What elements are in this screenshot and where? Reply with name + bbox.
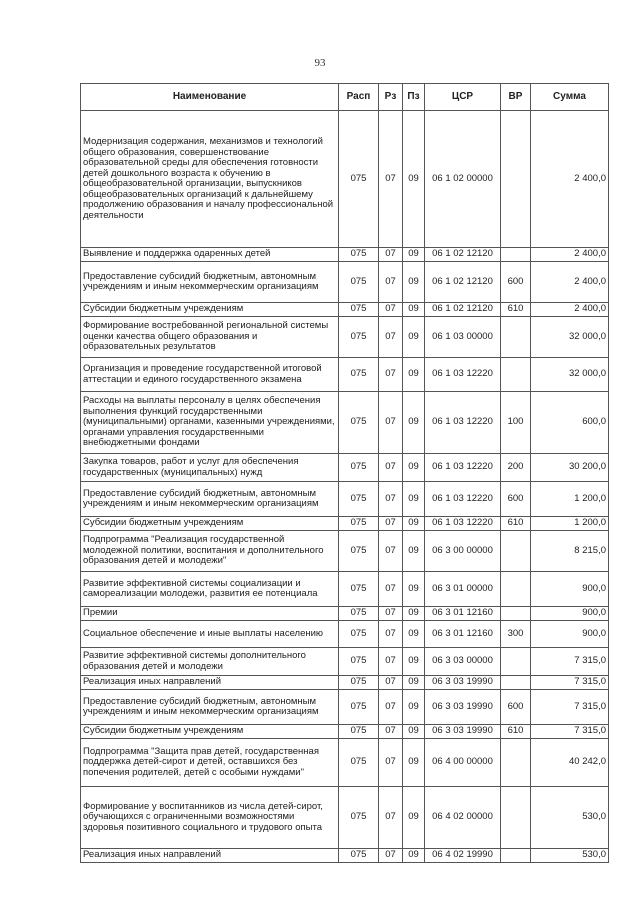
cell-name: Субсидии бюджетным учреждениям [81, 517, 339, 531]
cell-rasp: 075 [339, 358, 379, 392]
cell-rz: 07 [379, 690, 403, 725]
cell-csr: 06 1 03 12220 [425, 517, 501, 531]
cell-rz: 07 [379, 676, 403, 690]
cell-vr [501, 787, 531, 849]
cell-rz: 07 [379, 358, 403, 392]
cell-name: Субсидии бюджетным учреждениям [81, 303, 339, 317]
cell-rz: 07 [379, 248, 403, 262]
cell-name: Развитие эффективной системы дополнительного образования детей и молодежи [81, 648, 339, 676]
cell-vr: 300 [501, 621, 531, 648]
cell-csr: 06 3 01 00000 [425, 572, 501, 607]
cell-sum: 2 400,0 [531, 111, 609, 248]
cell-vr [501, 317, 531, 358]
table-row [81, 676, 609, 690]
header-pz: Пз [403, 84, 425, 111]
cell-csr: 06 1 03 12220 [425, 358, 501, 392]
table-body [81, 111, 609, 863]
cell-sum: 2 400,0 [531, 248, 609, 262]
cell-sum: 7 315,0 [531, 676, 609, 690]
table-row [81, 849, 609, 863]
header-sum: Сумма [531, 84, 609, 111]
cell-csr: 06 4 02 19990 [425, 849, 501, 863]
table-row [81, 572, 609, 607]
cell-name: Закупка товаров, работ и услуг для обеспечения государственных (муниципальных) нужд [81, 454, 339, 482]
cell-rasp: 075 [339, 531, 379, 572]
cell-name: Премии [81, 607, 339, 621]
cell-rz: 07 [379, 621, 403, 648]
cell-rasp: 075 [339, 248, 379, 262]
cell-sum: 530,0 [531, 787, 609, 849]
table-row [81, 358, 609, 392]
cell-rz: 07 [379, 317, 403, 358]
cell-sum: 32 000,0 [531, 317, 609, 358]
cell-vr [501, 648, 531, 676]
cell-rz: 07 [379, 531, 403, 572]
cell-csr: 06 3 03 19990 [425, 690, 501, 725]
cell-rasp: 075 [339, 454, 379, 482]
cell-vr [501, 739, 531, 787]
cell-rz: 07 [379, 572, 403, 607]
table-row [81, 621, 609, 648]
cell-rasp: 075 [339, 482, 379, 517]
cell-name: Модернизация содержания, механизмов и технологий общего образования, совершенствование образовательной среды для обеспечения готовности детей дошкольного возраста к обучению в общеобразовательной организации, выпускников общеобразовательных организаций к дальнейшему продолжению образования и началу профессиональной деятельности [81, 111, 339, 248]
cell-rz: 07 [379, 111, 403, 248]
cell-pz: 09 [403, 303, 425, 317]
cell-sum: 30 200,0 [531, 454, 609, 482]
cell-vr [501, 531, 531, 572]
header-rz: Рз [379, 84, 403, 111]
cell-rasp: 075 [339, 725, 379, 739]
cell-vr: 600 [501, 690, 531, 725]
table-row [81, 531, 609, 572]
cell-pz: 09 [403, 392, 425, 454]
cell-rasp: 075 [339, 676, 379, 690]
cell-rasp: 075 [339, 607, 379, 621]
cell-vr [501, 676, 531, 690]
cell-rz: 07 [379, 262, 403, 303]
cell-vr: 610 [501, 303, 531, 317]
header-name: Наименование [81, 84, 339, 111]
cell-name: Формирование у воспитанников из числа детей-сирот, обучающихся с ограниченными возможностями здоровья позитивного социального и трудового опыта [81, 787, 339, 849]
cell-sum: 7 315,0 [531, 648, 609, 676]
table-row [81, 454, 609, 482]
cell-rz: 07 [379, 739, 403, 787]
cell-csr: 06 1 03 12220 [425, 454, 501, 482]
cell-rz: 07 [379, 392, 403, 454]
table-header-row [81, 84, 609, 111]
cell-name: Подпрограмма "Защита прав детей, государственная поддержка детей-сирот и детей, оставшихся без попечения родителей, детей с особыми нуждами" [81, 739, 339, 787]
cell-csr: 06 3 00 00000 [425, 531, 501, 572]
cell-vr: 600 [501, 482, 531, 517]
cell-rz: 07 [379, 607, 403, 621]
table-row [81, 303, 609, 317]
cell-csr: 06 1 02 00000 [425, 111, 501, 248]
cell-name: Организация и проведение государственной итоговой аттестации и единого государственного экзамена [81, 358, 339, 392]
cell-sum: 1 200,0 [531, 482, 609, 517]
cell-pz: 09 [403, 248, 425, 262]
page-number: 93 [314, 57, 326, 69]
table-row [81, 607, 609, 621]
cell-rasp: 075 [339, 787, 379, 849]
cell-name: Субсидии бюджетным учреждениям [81, 725, 339, 739]
cell-csr: 06 3 03 19990 [425, 725, 501, 739]
cell-pz: 09 [403, 262, 425, 303]
cell-sum: 2 400,0 [531, 303, 609, 317]
header-csr: ЦСР [425, 84, 501, 111]
cell-name: Расходы на выплаты персоналу в целях обеспечения выполнения функций государственными (муниципальными) органами, казенными учреждениями, органами управления государственными внебюджетными фондами [81, 392, 339, 454]
cell-pz: 09 [403, 725, 425, 739]
table-row [81, 517, 609, 531]
table-row [81, 262, 609, 303]
cell-name: Предоставление субсидий бюджетным, автономным учреждениям и иным некоммерческим организациям [81, 262, 339, 303]
cell-vr: 200 [501, 454, 531, 482]
cell-csr: 06 3 01 12160 [425, 621, 501, 648]
cell-vr: 610 [501, 517, 531, 531]
cell-csr: 06 1 03 00000 [425, 317, 501, 358]
cell-sum: 40 242,0 [531, 739, 609, 787]
cell-rz: 07 [379, 648, 403, 676]
cell-sum: 900,0 [531, 621, 609, 648]
cell-rz: 07 [379, 787, 403, 849]
cell-csr: 06 3 03 19990 [425, 676, 501, 690]
cell-vr: 100 [501, 392, 531, 454]
cell-pz: 09 [403, 849, 425, 863]
cell-csr: 06 1 02 12120 [425, 262, 501, 303]
cell-rz: 07 [379, 517, 403, 531]
cell-vr [501, 849, 531, 863]
table-row [81, 690, 609, 725]
cell-rz: 07 [379, 725, 403, 739]
cell-sum: 1 200,0 [531, 517, 609, 531]
cell-sum: 32 000,0 [531, 358, 609, 392]
cell-vr: 600 [501, 262, 531, 303]
cell-name: Реализация иных направлений [81, 676, 339, 690]
cell-name: Социальное обеспечение и иные выплаты населению [81, 621, 339, 648]
cell-pz: 09 [403, 454, 425, 482]
cell-name: Подпрограмма "Реализация государственной молодежной политики, воспитания и дополнительного образования детей и молодежи" [81, 531, 339, 572]
cell-name: Выявление и поддержка одаренных детей [81, 248, 339, 262]
table-row [81, 739, 609, 787]
cell-sum: 530,0 [531, 849, 609, 863]
cell-pz: 09 [403, 111, 425, 248]
cell-rasp: 075 [339, 111, 379, 248]
cell-name: Формирование востребованной региональной системы оценки качества общего образования и образовательных результатов [81, 317, 339, 358]
cell-sum: 8 215,0 [531, 531, 609, 572]
cell-sum: 600,0 [531, 392, 609, 454]
cell-rasp: 075 [339, 303, 379, 317]
cell-pz: 09 [403, 517, 425, 531]
cell-name: Развитие эффективной системы социализации и самореализации молодежи, развития ее потенциала [81, 572, 339, 607]
cell-rasp: 075 [339, 317, 379, 358]
cell-csr: 06 1 02 12120 [425, 303, 501, 317]
cell-rz: 07 [379, 849, 403, 863]
cell-rz: 07 [379, 482, 403, 517]
budget-table [80, 83, 609, 863]
table-row [81, 725, 609, 739]
cell-csr: 06 4 02 00000 [425, 787, 501, 849]
cell-pz: 09 [403, 739, 425, 787]
cell-csr: 06 3 03 00000 [425, 648, 501, 676]
cell-rasp: 075 [339, 849, 379, 863]
cell-vr [501, 111, 531, 248]
cell-name: Реализация иных направлений [81, 849, 339, 863]
table-row [81, 392, 609, 454]
table-row [81, 787, 609, 849]
cell-vr [501, 248, 531, 262]
cell-pz: 09 [403, 787, 425, 849]
table-row [81, 248, 609, 262]
cell-vr [501, 607, 531, 621]
cell-rz: 07 [379, 303, 403, 317]
cell-rasp: 075 [339, 621, 379, 648]
cell-rasp: 075 [339, 648, 379, 676]
cell-rz: 07 [379, 454, 403, 482]
cell-pz: 09 [403, 482, 425, 517]
cell-name: Предоставление субсидий бюджетным, автономным учреждениям и иным некоммерческим организациям [81, 690, 339, 725]
cell-rasp: 075 [339, 690, 379, 725]
cell-rasp: 075 [339, 572, 379, 607]
cell-csr: 06 1 03 12220 [425, 482, 501, 517]
cell-pz: 09 [403, 676, 425, 690]
cell-pz: 09 [403, 690, 425, 725]
cell-pz: 09 [403, 531, 425, 572]
cell-rasp: 075 [339, 739, 379, 787]
cell-rasp: 075 [339, 517, 379, 531]
cell-pz: 09 [403, 317, 425, 358]
cell-csr: 06 3 01 12160 [425, 607, 501, 621]
cell-sum: 7 315,0 [531, 725, 609, 739]
cell-pz: 09 [403, 648, 425, 676]
header-rasp: Расп [339, 84, 379, 111]
cell-sum: 7 315,0 [531, 690, 609, 725]
table-row [81, 648, 609, 676]
table-row [81, 317, 609, 358]
cell-pz: 09 [403, 572, 425, 607]
table-row [81, 482, 609, 517]
cell-rasp: 075 [339, 262, 379, 303]
table-row [81, 111, 609, 248]
cell-csr: 06 1 03 12220 [425, 392, 501, 454]
cell-rasp: 075 [339, 392, 379, 454]
cell-sum: 2 400,0 [531, 262, 609, 303]
cell-csr: 06 1 02 12120 [425, 248, 501, 262]
header-vr: ВР [501, 84, 531, 111]
cell-sum: 900,0 [531, 572, 609, 607]
cell-pz: 09 [403, 621, 425, 648]
cell-name: Предоставление субсидий бюджетным, автономным учреждениям и иным некоммерческим организациям [81, 482, 339, 517]
cell-pz: 09 [403, 358, 425, 392]
cell-csr: 06 4 00 00000 [425, 739, 501, 787]
cell-vr [501, 572, 531, 607]
cell-sum: 900,0 [531, 607, 609, 621]
cell-vr [501, 358, 531, 392]
cell-vr: 610 [501, 725, 531, 739]
cell-pz: 09 [403, 607, 425, 621]
